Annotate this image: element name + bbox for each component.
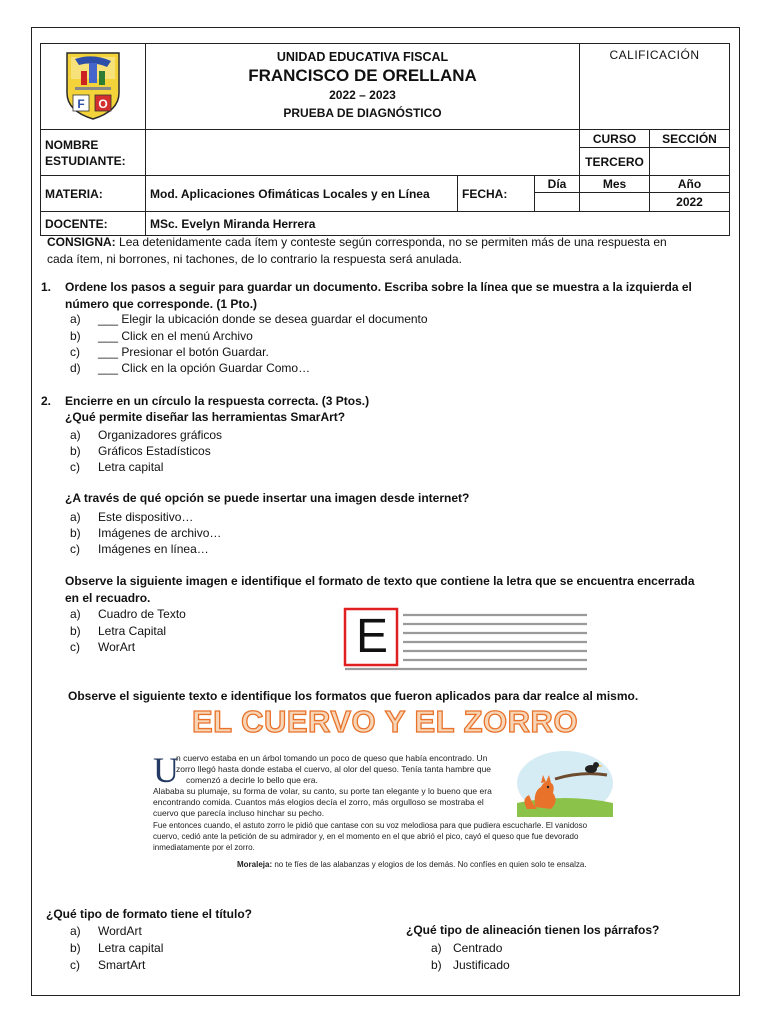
student-label-cell — [41, 130, 146, 176]
option-letter: a) — [70, 924, 81, 938]
svg-text:O: O — [98, 97, 108, 111]
q1-line2: número que corresponde. (1 Pto.) — [65, 296, 258, 311]
day-label: Día — [535, 176, 580, 193]
q2-sub2-option-a[interactable] — [70, 509, 193, 525]
option-text: Cuadro de Texto — [98, 607, 186, 621]
q1-option-c[interactable] — [70, 344, 269, 360]
school-logo-cell — [41, 44, 146, 130]
section-label: SECCIÓN — [650, 130, 730, 148]
fable-line: Alababa su plumaje, su forma de volar, su canto, su porte tan elegante y lo bueno que era — [153, 786, 492, 796]
svg-text:F: F — [77, 97, 85, 111]
option-letter: b) — [70, 526, 81, 540]
q2-sub3-option-c[interactable] — [70, 639, 135, 655]
q2-sub6-option-a[interactable] — [431, 940, 502, 956]
fox-and-crow-illustration — [515, 749, 615, 817]
grade-cell[interactable] — [580, 44, 730, 130]
year-value: 2022 — [650, 193, 730, 212]
option-text: Centrado — [453, 941, 503, 955]
instructions-line2: cada ítem, ni borrones, ni tachones, de lo contrario la respuesta será anulada. — [47, 251, 462, 266]
fable-title-wordart: EL CUERVO Y EL ZORRO — [191, 704, 579, 739]
q2-sub1-option-a[interactable] — [70, 427, 222, 443]
option-text: WorArt — [98, 640, 136, 654]
month-label: Mes — [580, 176, 650, 193]
q1-number: 1. — [41, 280, 52, 294]
moral-label: Moraleja: — [237, 860, 273, 869]
option-text: Organizadores gráficos — [98, 428, 223, 442]
course-label: CURSO — [580, 130, 650, 148]
q2-intro: Encierre en un círculo la respuesta correcta. (3 Ptos.) — [65, 394, 370, 408]
drop-cap-sample-image — [341, 606, 593, 678]
option-letter: c) — [70, 542, 80, 556]
q2-sub5-option-a[interactable] — [70, 923, 142, 939]
fable-p1-head — [176, 753, 511, 786]
option-text: Este dispositivo… — [98, 510, 194, 524]
drop-cap-letter: E — [356, 610, 389, 663]
school-shield-logo — [61, 49, 125, 121]
option-letter: a) — [70, 510, 81, 524]
fable-moral — [237, 859, 627, 870]
student-name-field[interactable] — [146, 130, 580, 176]
instructions-line1: Lea detenidamente cada ítem y conteste según corresponda, no se permiten más de una respuesta en — [119, 235, 667, 249]
option-letter: a) — [70, 607, 81, 621]
option-text: Letra Capital — [98, 624, 167, 638]
option-letter: c) — [70, 345, 80, 359]
school-line1: UNIDAD EDUCATIVA FISCAL — [276, 50, 449, 64]
option-letter: a) — [431, 941, 442, 955]
subject-label: MATERIA: — [41, 176, 146, 212]
year-label: Año — [650, 176, 730, 193]
teacher-value: MSc. Evelyn Miranda Herrera — [146, 212, 730, 236]
fable-line: zorro llegó hasta donde estaba el cuervo, al olor del queso. Tenía tanta hambre que — [176, 764, 492, 774]
q2-sub6-option-b[interactable] — [431, 957, 510, 973]
fable-p2 — [153, 820, 623, 853]
fable-line: inmediatamente por el zorro. — [153, 843, 255, 852]
school-year: 2022 – 2023 — [329, 88, 396, 102]
option-text: ___ Click en la opción Guardar Como… — [98, 361, 311, 375]
q2-sub5-option-b[interactable] — [70, 940, 163, 956]
q1-option-a[interactable] — [70, 311, 428, 327]
moral-text: no te fíes de las alabanzas y elogios de los demás. No confíes en quien solo te ensalza. — [274, 860, 587, 869]
q2-sub3-text — [65, 573, 735, 606]
q2-sub1-option-b[interactable] — [70, 443, 211, 459]
q2-sub1-question: ¿Qué permite diseñar las herramientas SmarArt? — [65, 410, 346, 424]
fable-line: cuervo, cedió ante la petición de su admirador y, en el momento en el que abrió el pico, cayó el queso que fue devorado — [153, 832, 579, 841]
option-letter: b) — [431, 958, 442, 972]
course-value: TERCERO — [580, 148, 650, 176]
fable-line: n cuervo estaba en un árbol tomando un poco de queso que había encontrado. Un — [176, 753, 488, 763]
fable-line: comenzó a decirle lo bello que era. — [186, 775, 318, 785]
q2-sub3-option-b[interactable] — [70, 623, 166, 639]
q1-option-d[interactable] — [70, 360, 310, 376]
test-type: PRUEBA DE DIAGNÓSTICO — [283, 106, 442, 120]
q2-sub2-question: ¿A través de qué opción se puede insertar una imagen desde internet? — [65, 491, 470, 505]
option-letter: c) — [70, 460, 80, 474]
fable-line: cuervo que parecía incluso hinchar su pecho. — [153, 808, 325, 818]
instructions-label: CONSIGNA: — [47, 235, 116, 249]
option-letter: b) — [70, 941, 81, 955]
school-name: FRANCISCO DE ORELLANA — [248, 66, 477, 85]
option-letter: b) — [70, 624, 81, 638]
option-letter: a) — [70, 312, 81, 326]
header-table — [40, 43, 730, 236]
q2-sub4-instruction: Observe el siguiente texto e identifique los formatos que fueron aplicados para dar realce al mismo. — [68, 689, 639, 703]
teacher-label: DOCENTE: — [41, 212, 146, 236]
option-text: WordArt — [98, 924, 142, 938]
fable-p1-tail — [153, 786, 513, 819]
fable-drop-cap: U — [153, 750, 179, 790]
option-text: Imágenes de archivo… — [98, 526, 222, 540]
day-field[interactable] — [535, 193, 580, 212]
option-letter: b) — [70, 329, 81, 343]
option-text: Letra capital — [98, 941, 164, 955]
fable-line: Fue entonces cuando, el astuto zorro le pidió que cantase con su voz melodiosa para que pudiera escucharle. El vanidoso — [153, 821, 588, 830]
q2-sub3-option-a[interactable] — [70, 606, 186, 622]
option-text: Gráficos Estadísticos — [98, 444, 211, 458]
q1-line1: Ordene los pasos a seguir para guardar un documento. Escriba sobre la línea que se muestra a la izquierda el — [65, 280, 692, 294]
grade-label: CALIFICACIÓN — [609, 48, 700, 62]
option-letter: c) — [70, 640, 80, 654]
option-text: ___ Elegir la ubicación donde se desea guardar el documento — [98, 312, 428, 326]
q1-text — [65, 279, 735, 312]
q2-sub3-line1: Observe la siguiente imagen e identifique el formato de texto que contiene la letra que se encuentra encerrada — [65, 574, 695, 588]
option-text: Justificado — [453, 958, 510, 972]
month-field[interactable] — [580, 193, 650, 212]
option-text: ___ Presionar el botón Guardar. — [98, 345, 269, 359]
q2-sub2-option-c[interactable] — [70, 541, 209, 557]
student-label: NOMBRE ESTUDIANTE: — [45, 137, 126, 168]
q2-sub5-question: ¿Qué tipo de formato tiene el título? — [46, 907, 252, 921]
option-letter: a) — [70, 428, 81, 442]
option-letter: c) — [70, 958, 80, 972]
q2-number: 2. — [41, 394, 52, 408]
q2-sub2-option-b[interactable] — [70, 525, 221, 541]
date-label: FECHA: — [458, 176, 535, 212]
option-text: ___ Click en el menú Archivo — [98, 329, 253, 343]
q2-sub6-question: ¿Qué tipo de alineación tienen los párrafos? — [406, 923, 660, 937]
subject-value: Mod. Aplicaciones Ofimáticas Locales y en Línea — [146, 176, 458, 212]
fable-line: encontrando comida. Cuantos más elogios decía el zorro, más orgulloso se mostraba el — [153, 797, 484, 807]
section-field[interactable] — [650, 148, 730, 176]
option-text: Imágenes en línea… — [98, 542, 209, 556]
option-letter: d) — [70, 361, 81, 375]
instructions — [47, 234, 727, 267]
option-letter: b) — [70, 444, 81, 458]
q2-sub3-line2: en el recuadro. — [65, 590, 151, 605]
option-text: SmartArt — [98, 958, 146, 972]
q1-option-b[interactable] — [70, 328, 253, 344]
q2-sub5-option-c[interactable] — [70, 957, 145, 973]
q2-sub1-option-c[interactable] — [70, 459, 163, 475]
school-title-cell — [146, 44, 580, 130]
option-text: Letra capital — [98, 460, 164, 474]
